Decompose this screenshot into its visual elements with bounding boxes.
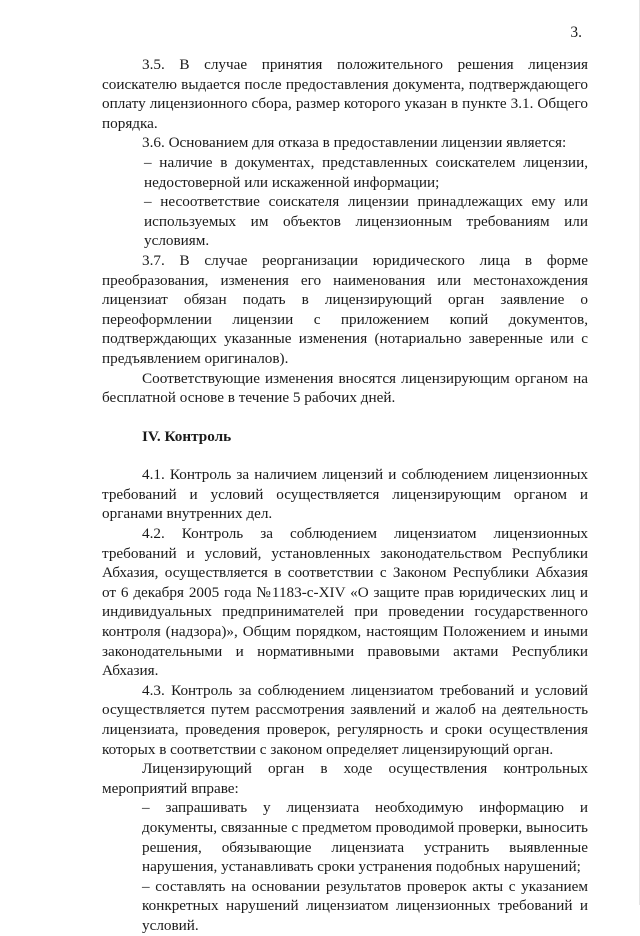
paragraph-3-7-note: Соответствующие изменения вносятся лицензирующим органом на бесплатной основе в течение 5 рабочих дней.: [102, 369, 588, 407]
list-item: – наличие в документах, представленных соискателем лицензии, недостоверной или искаженной информации;: [144, 153, 588, 191]
paragraph-4-2: 4.2. Контроль за соблюдением лицензиатом лицензионных требований и условий, установленных законодательством Республики Абхазия, осуществляется в соответствии с Законом Республики Абхазия от 6 декабря 2005 года №1183-с-XIV «О защите прав юридических лиц и индивидуальных предпринимателей при проведении государственного контроля (надзора)», Общим порядком, настоящим Положением и иными законодательными и нормативными правовыми актами Республики Абхазия.: [102, 525, 588, 680]
paragraph-4-1: 4.1. Контроль за наличием лицензий и соблюдением лицензионных требований и условий осуществляется лицензирующим органом и органами внутренних дел.: [102, 466, 588, 523]
paragraph-4-3-note: Лицензирующий орган в ходе осуществления контрольных мероприятий вправе:: [102, 760, 588, 797]
paragraph-3-6: 3.6. Основанием для отказа в предоставлении лицензии является:: [142, 134, 567, 152]
section-heading: IV. Контроль: [142, 427, 232, 445]
list-item: – запрашивать у лицензиата необходимую информацию и документы, связанные с предметом проводимой проверки, выносить решения, обязывающие лицензиата устранить выявленные нарушения, устанавливать сроки устранения подобных нарушений;: [142, 799, 588, 876]
paragraph-3-5: 3.5. В случае принятия положительного решения лицензия соискателю выдается после предоставления документа, подтверждающего оплату лицензионного сбора, размер которого указан в пункте 3.1. Общего порядка.: [102, 56, 588, 132]
list-item: – несоответствие соискателя лицензии принадлежащих ему или используемых им объектов лицензионным требованиям или условиям.: [144, 193, 588, 250]
list-item: – составлять на основании результатов проверок акты с указанием конкретных нарушений лицензиатом лицензионных требований и условий.: [142, 877, 588, 934]
paragraph-4-3: 4.3. Контроль за соблюдением лицензиатом требований и условий осуществляется путем рассмотрения заявлений и жалоб на деятельность лицензиата, проведения проверок, регулярность и сроки осуществления которых в соответствии с законом определяет лицензирующий орган.: [102, 681, 588, 758]
page-number: 3.: [570, 24, 582, 41]
document-body: [102, 55, 588, 936]
paragraph-3-7: 3.7. В случае реорганизации юридического лица в форме преобразования, изменения его наименования или местонахождения лицензиат обязан подать в лицензирующий орган заявление о переоформлении лицензии с приложением копий документов, подтверждающих указанные изменения (нотариально заверенные или с предъявлением оригиналов).: [102, 251, 588, 367]
